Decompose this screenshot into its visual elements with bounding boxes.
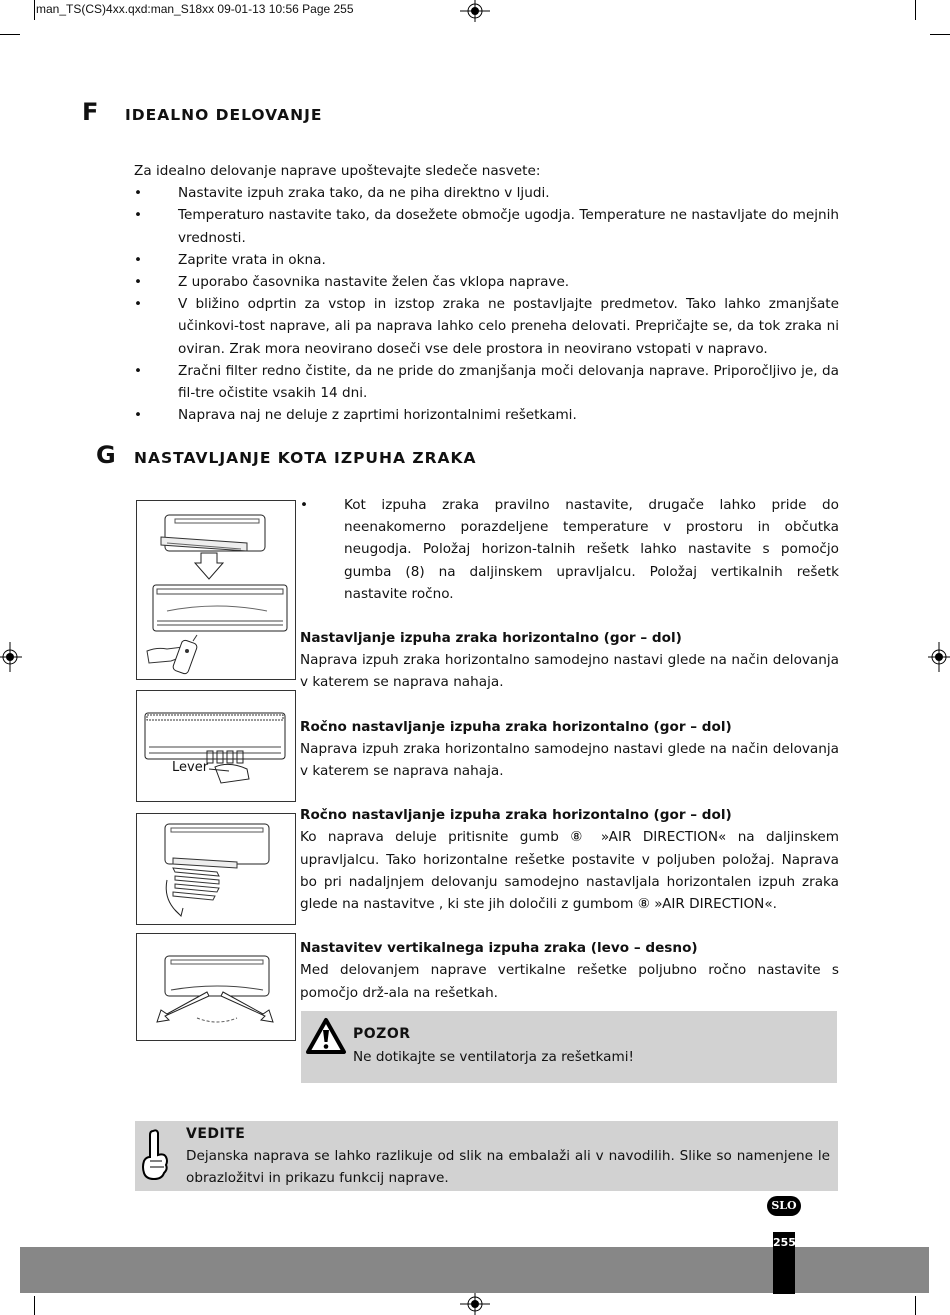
registration-mark-icon (460, 1293, 490, 1315)
list-item: • V bližino odprtin za vstop in izstop zraka ne postavljajte predmetov. Tako lahko zmanjšate učinkovi-tost naprave, ali pa naprava lahko celo preneha delovati. Prepričajte se, da tok zraka ni oviran. Zrak mora neovirano doseči vse dele prostora in neovirano vstopati v napravo. (134, 293, 839, 360)
crop-mark (34, 1296, 35, 1315)
figure-lever (136, 690, 296, 802)
list-item: • Temperaturo nastavite tako, da dosežete območje ugodja. Temperature ne nastavljate do mejnih vrednosti. (134, 204, 839, 248)
air-conditioner-illustration-icon (137, 501, 295, 679)
warning-text: Ne dotikajte se ventilatorja za rešetkami! (353, 1049, 634, 1065)
air-conditioner-lever-icon (137, 691, 295, 801)
section-title-f: IDEALNO DELOVANJE (125, 106, 323, 124)
paragraph: Ko naprava deluje pritisnite gumb ⑧ »AIR DIRECTION« na daljinskem upravljalcu. Tako horizontalne rešetke postavite v poljuben položaj. Naprava bo pri nadaljnjem delovanju samodejno nastavljala horizontalen izpuh zraka glede na nastavitve , ki ste jih določili z gumbom ⑧ »AIR DIRECTION«. (300, 829, 839, 913)
note-box (135, 1121, 838, 1191)
list-item: • Nastavite izpuh zraka tako, da ne piha direktno v ljudi. (134, 182, 839, 204)
list-item: • Naprava naj ne deluje z zaprtimi horizontalnimi rešetkami. (134, 404, 839, 426)
paragraph: Naprava izpuh zraka horizontalno samodejno nastavi glede na način delovanja v katerem se naprava nahaja. (300, 652, 839, 691)
list-item: • Zaprite vrata in okna. (134, 249, 839, 271)
note-title: VEDITE (186, 1126, 246, 1142)
intro-text: Za idealno delovanje naprave upoštevajte sledeče nasvete: (134, 163, 541, 179)
lever-label: Lever (172, 760, 209, 775)
crop-mark (930, 34, 950, 35)
section-title-g: NASTAVLJANJE KOTA IZPUHA ZRAKA (134, 449, 477, 467)
sub-heading: Ročno nastavljanje izpuha zraka horizontalno (gor – dol) (300, 807, 732, 824)
warning-triangle-icon (305, 1017, 347, 1055)
warning-title: POZOR (353, 1026, 411, 1042)
page-number: 255 (773, 1232, 795, 1294)
section-f-body (134, 160, 839, 426)
list-item: • Zračni filter redno čistite, da ne pride do zmanjšanja moči delovanja naprave. Priporočljivo je, da fil-tre očistite vsakih 14 dni. (134, 360, 839, 404)
crop-mark (34, 0, 35, 20)
sub-heading: Nastavljanje izpuha zraka horizontalno (gor – dol) (300, 630, 682, 647)
paragraph: Med delovanjem naprave vertikalne rešetke poljubno ročno nastavite s pomočjo drž-ala na rešetkah. (300, 962, 839, 1001)
list-item: • Z uporabo časovnika nastavite želen čas vklopa naprave. (134, 271, 839, 293)
registration-mark-icon (928, 642, 950, 672)
list-item: • Kot izpuha zraka pravilno nastavite, drugače lahko pride do neenakomerno porazdeljene temperature v prostoru in občutka neugodja. Položaj horizon-talnih rešetk lahko nastavite s pomočjo gumba (8) na daljinskem upravljalcu. Položaj vertikalnih rešetk nastavite ročno. (300, 494, 839, 605)
note-text: Dejanska naprava se lahko razlikuje od slik na embalaži ali v navodilih. Slike so namenjene le obrazložitvi in prikazu funkcij naprave. (186, 1148, 830, 1187)
tips-list (134, 182, 839, 426)
crop-mark (915, 0, 916, 20)
language-badge: SLO (767, 1196, 801, 1216)
section-g-body (300, 494, 839, 1004)
crop-mark (915, 1296, 916, 1315)
crop-mark (0, 34, 20, 35)
sub-heading: Ročno nastavljanje izpuha zraka horizontalno (gor – dol) (300, 718, 732, 735)
figure-airflow-down (136, 500, 296, 680)
section-letter-f: F (82, 98, 99, 126)
registration-mark-icon (460, 0, 490, 22)
figure-vertical-louvers (136, 933, 296, 1041)
sub-heading: Nastavitev vertikalnega izpuha zraka (levo – desno) (300, 940, 698, 957)
g-bullet-list (300, 494, 839, 605)
figure-horizontal-louvers (136, 813, 296, 925)
warning-box (301, 1011, 837, 1083)
pointing-hand-icon (140, 1127, 170, 1183)
paragraph: Naprava izpuh zraka horizontalno samodejno nastavi glede na način delovanja v katerem se naprava nahaja. (300, 740, 839, 780)
vertical-louvers-icon (137, 934, 295, 1040)
section-letter-g: G (96, 441, 116, 469)
horizontal-louvers-icon (137, 814, 295, 924)
file-info-header: man_TS(CS)4xx.qxd:man_S18xx 09-01-13 10:56 Page 255 (36, 2, 354, 16)
registration-mark-icon (0, 642, 22, 672)
